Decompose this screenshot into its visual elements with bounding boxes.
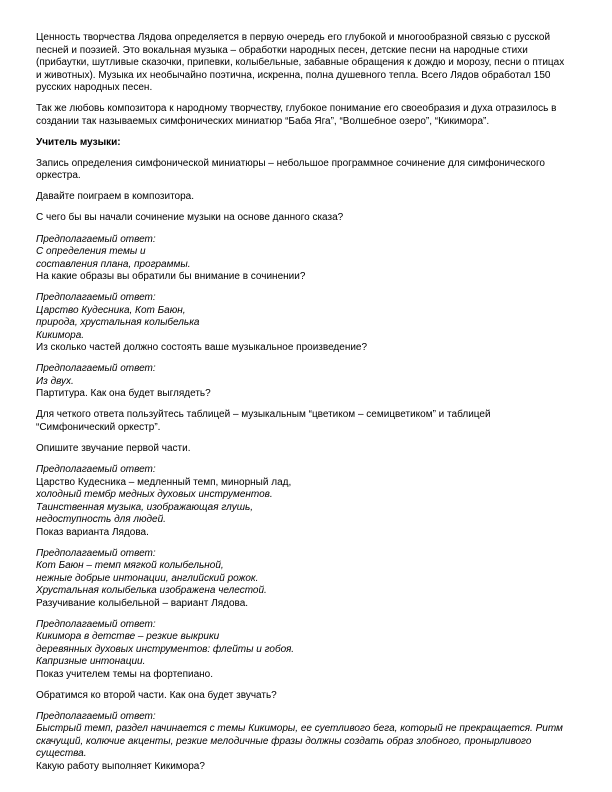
- question-first-part: Опишите звучание первой части.: [36, 442, 191, 454]
- answer-block-7: Предполагаемый ответ: Быстрый темп, раздел начинается с темы Кикиморы, ее суетливого бега, который не прекращается. Ритм скачущий, колючие акценты, резкие мелодичные фразы должны создать образ злобного, пронырливого существа. Какую работу выполняет Кикимора?: [36, 710, 563, 772]
- answer-block-6: Предполагаемый ответ: Кикимора в детстве – резкие выкрики деревянных духовых инструментов: флейты и гобоя. Капризные интонации. Показ учителем темы на фортепиано.: [36, 618, 295, 680]
- answer-block-2: Предполагаемый ответ: Царство Кудесника, Кот Баюн, природа, хрустальная колыбелька Кикимора. Из сколько частей должно состоять ваше музыкальное произведение?: [36, 292, 368, 354]
- document-page: [36, 32, 584, 773]
- paragraph-intro: Ценность творчества Лядова определяется в первую очередь его глубокой и многообразной связью с русской песней и поэзией. Это вокальная музыка – обработки народных песен, детские песни на народные стихи (прибаутки, шутливые сказочки, припевки, колыбельные, забавные обращения к дождю и морозу, песни о птицах и животных). Музыка их необычайно поэтична, искренна, полна душевного тепла. Всего Лядов обработал 150 русских народных песен.: [36, 32, 565, 93]
- paragraph-tables: Для четкого ответа пользуйтесь таблицей – музыкальным “цветиком – семицветиком” и таблицей “Симфонический оркестр”.: [36, 409, 491, 433]
- paragraph-miniatures: Так же любовь композитора к народному творчеству, глубокое понимание его своеобразия и духа отразилось в создании так называемых симфонических миниатюр “Баба Яга”, “Волшебное озеро”, “Кикимора”.: [36, 103, 557, 127]
- question-start: С чего бы вы начали сочинение музыки на основе данного сказа?: [36, 212, 344, 224]
- answer-block-4: Предполагаемый ответ: Царство Кудесника – медленный темп, минорный лад, холодный тембр медных духовых инструментов. Таинственная музыка, изображающая глушь, недоступность для людей. Показ варианта Лядова.: [36, 464, 292, 538]
- answer-block-1: Предполагаемый ответ: С определения темы и составления плана, программы. На какие образы вы обратили бы внимание в сочинении?: [36, 233, 306, 283]
- paragraph-play-composer: Давайте поиграем в композитора.: [36, 191, 195, 203]
- teacher-heading: Учитель музыки:: [36, 136, 121, 148]
- paragraph-definition: Запись определения симфонической миниатюры – небольшое программное сочинение для симфонического оркестра.: [36, 157, 545, 182]
- answer-block-3: Предполагаемый ответ: Из двух. Партитура. Как она будет выглядеть?: [36, 363, 211, 400]
- question-second-part: Обратимся ко второй части. Как она будет звучать?: [36, 689, 277, 701]
- answer-block-5: Предполагаемый ответ: Кот Баюн – темп мягкой колыбельной, нежные добрые интонации, английский рожок. Хрустальная колыбелька изображена челестой. Разучивание колыбельной – вариант Лядова.: [36, 547, 267, 609]
